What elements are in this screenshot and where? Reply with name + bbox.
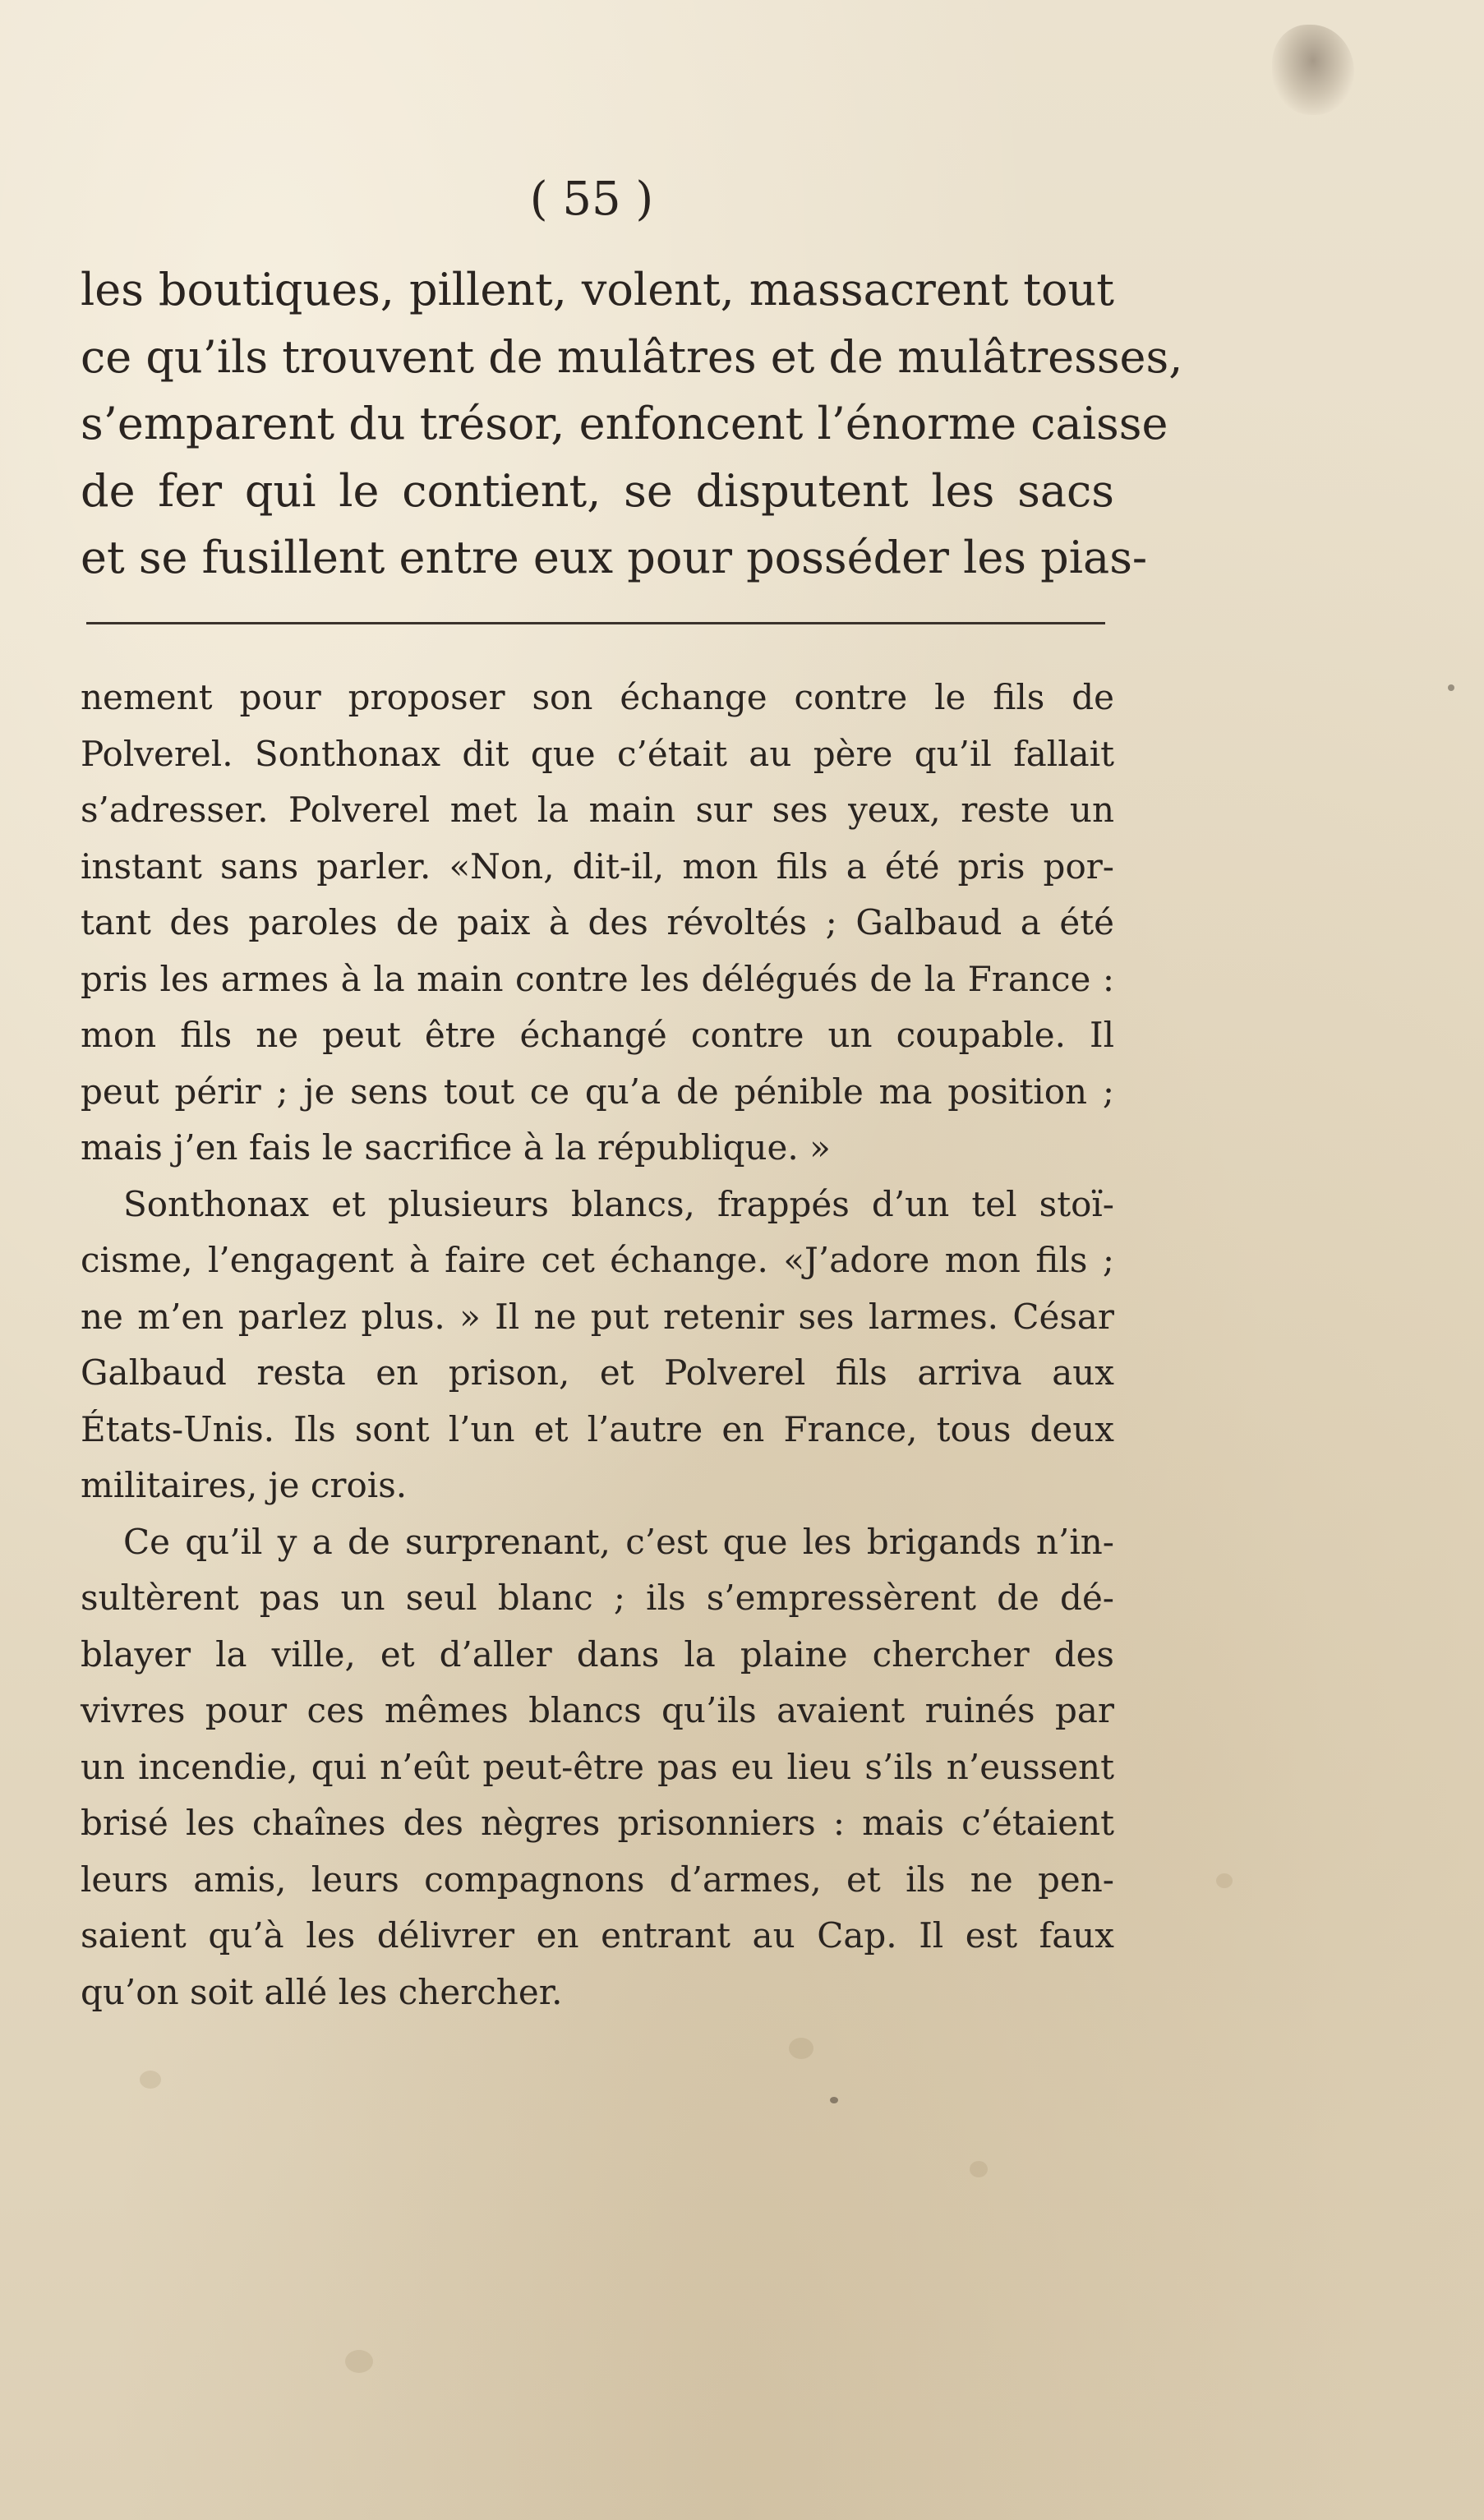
footnote-line: nement pour proposer son échange contre le fils de [81, 677, 1114, 717]
paper-spot [830, 2097, 838, 2103]
footnote-line: cisme, l’engagent à faire cet échange. «J’adore mon fils ; [81, 1240, 1114, 1280]
footnote-line: militaires, je crois. [81, 1465, 408, 1505]
footnote-line: États-Unis. Ils sont l’un et l’autre en France, tous deux [81, 1408, 1114, 1449]
paper-spot [345, 2350, 373, 2373]
footnote-line: mais j’en fais le sacrifice à la république. » [81, 1127, 831, 1168]
main-text-line: ce qu’ils trouvent de mulâtres et de mulâtresses, [81, 330, 1183, 383]
footnote-line: Polverel. Sonthonax dit que c’était au père qu’il fallait [81, 733, 1114, 774]
footnote-line: brisé les chaînes des nègres prisonniers : mais c’étaient [81, 1803, 1114, 1843]
paper-spot [1216, 1873, 1233, 1888]
footnote-line: sultèrent pas un seul blanc ; ils s’empressèrent de dé- [81, 1578, 1114, 1618]
footnote-line: blayer la ville, et d’aller dans la plaine chercher des [81, 1633, 1114, 1675]
footnote-line: Ce qu’il y a de surprenant, c’est que les brigands n’in- [123, 1521, 1114, 1562]
footnote-line: instant sans parler. «Non, dit-il, mon fils a été pris por- [81, 845, 1114, 887]
main-text [81, 256, 1183, 592]
paper-spot [970, 2161, 988, 2177]
main-text-line: de fer qui le contient, se disputent les sacs [81, 464, 1114, 517]
footnote-line: ne m’en parlez plus. » Il ne put retenir ses larmes. César [81, 1296, 1114, 1337]
footnote-line: s’adresser. Polverel met la main sur ses yeux, reste un [81, 790, 1114, 830]
footnote-line: mon fils ne peut être échangé contre un coupable. Il [81, 1015, 1114, 1055]
footnote-divider [86, 622, 1105, 624]
footnote-line: qu’on soit allé les chercher. [81, 1971, 563, 2012]
footnote-line: Sonthonax et plusieurs blancs, frappés d’un tel stoï- [123, 1183, 1114, 1224]
footnote-line: vivres pour ces mêmes blancs qu’ils avaient ruinés par [81, 1690, 1114, 1730]
page-number: ( 55 ) [529, 173, 654, 226]
footnote-line: pris les armes à la main contre les délégués de la France : [81, 958, 1114, 999]
main-text-line: les boutiques, pillent, volent, massacrent tout [81, 264, 1114, 316]
footnote-line: tant des paroles de paix à des révoltés ; Galbaud a été [81, 902, 1114, 942]
main-text-line: s’emparent du trésor, enfoncent l’énorme caisse [81, 398, 1168, 449]
footnote-line: saient qu’à les délivrer en entrant au Cap. Il est faux [81, 1915, 1114, 1956]
paper-spot [789, 2038, 813, 2059]
footnote-line: un incendie, qui n’eût peut-être pas eu lieu s’ils n’eussent [81, 1746, 1114, 1787]
paper-spot [140, 2071, 161, 2089]
footnote-line: peut périr ; je sens tout ce qu’a de pénible ma position ; [81, 1071, 1114, 1112]
paper-spot [1448, 684, 1454, 691]
footnote-line: Galbaud resta en prison, et Polverel fils arriva aux [81, 1352, 1114, 1393]
footnote-line: leurs amis, leurs compagnons d’armes, et ils ne pen- [81, 1859, 1114, 1900]
corner-stain [1272, 25, 1354, 115]
main-text-line: et se fusillent entre eux pour posséder les pias- [81, 532, 1148, 583]
footnote [81, 670, 1114, 2020]
